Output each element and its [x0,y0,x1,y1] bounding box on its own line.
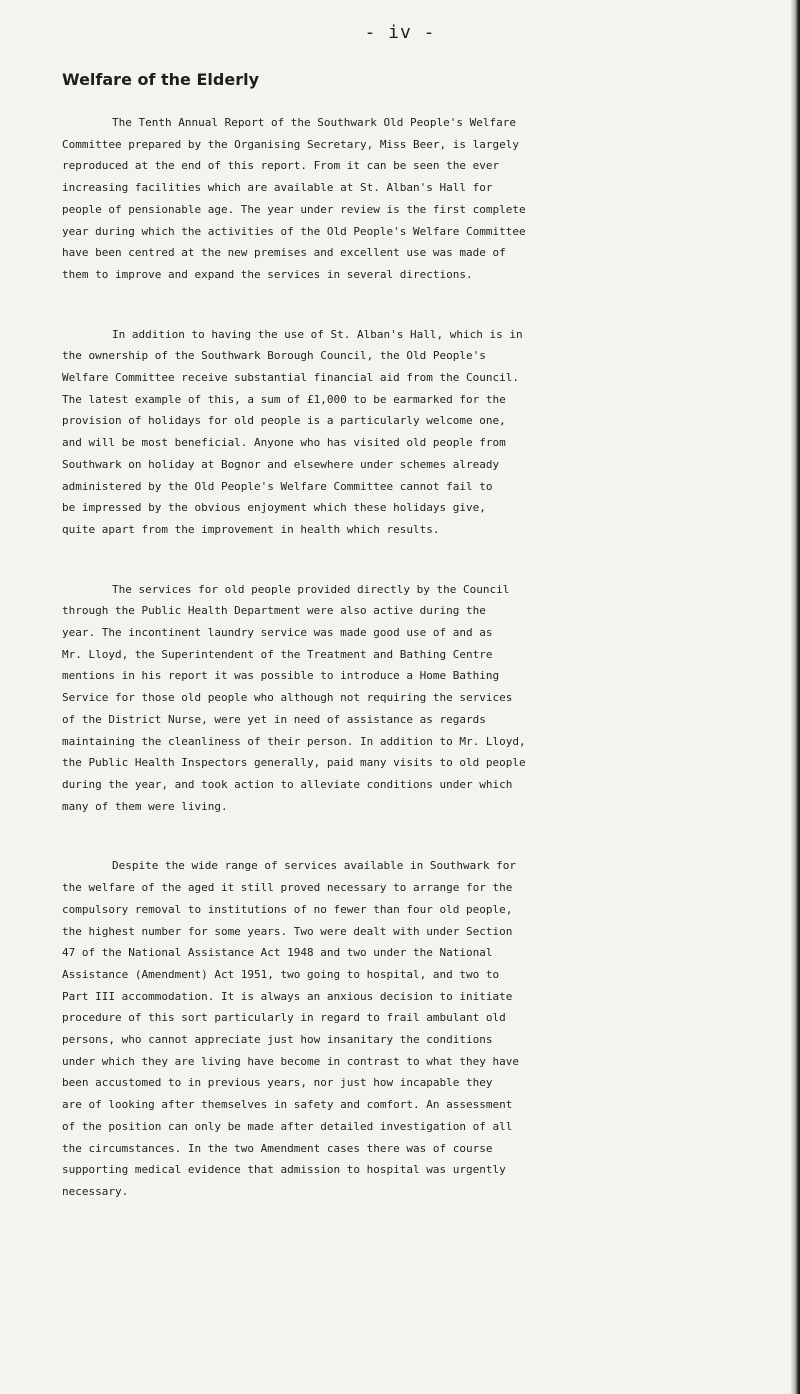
text-line: under which they are living have become in contrast to what they have [62,1054,519,1068]
section-heading: Welfare of the Elderly [62,70,259,89]
text-line: the highest number for some years. Two were dealt with under Section [62,924,513,938]
text-line: are of looking after themselves in safety and comfort. An assessment [62,1098,513,1112]
text-line: administered by the Old People's Welfare Committee cannot fail to [62,479,493,493]
text-line: The services for old people provided directly by the Council [112,582,510,596]
text-line: Welfare Committee receive substantial financial aid from the Council. [62,371,519,385]
text-line: of the District Nurse, were yet in need of assistance as regards [62,712,486,726]
text-line: Mr. Lloyd, the Superintendent of the Treatment and Bathing Centre [62,647,493,661]
text-line: the circumstances. In the two Amendment cases there was of course [62,1141,493,1155]
text-line: provision of holidays for old people is a particularly welcome one, [62,414,506,428]
text-line: procedure of this sort particularly in regard to frail ambulant old [62,1011,506,1025]
page-number: - iv - [364,22,436,43]
text-line: In addition to having the use of St. Alban's Hall, which is in [112,327,523,341]
text-line: be impressed by the obvious enjoyment which these holidays give, [62,501,486,515]
text-line: supporting medical evidence that admission to hospital was urgently [62,1163,506,1177]
page-edge-shadow [791,0,800,1394]
text-line: during the year, and took action to alleviate conditions under which [62,777,513,791]
text-line: been accustomed to in previous years, nor just how incapable they [62,1076,493,1090]
text-line: year during which the activities of the Old People's Welfare Committee [62,224,526,238]
text-line: of the position can only be made after detailed investigation of all [62,1119,513,1133]
text-line: necessary. [62,1184,129,1198]
text-line: maintaining the cleanliness of their person. In addition to Mr. Lloyd, [62,734,526,748]
text-line: Committee prepared by the Organising Secretary, Miss Beer, is largely [62,137,519,151]
text-line: Service for those old people who although not requiring the services [62,691,513,705]
text-line: have been centred at the new premises and excellent use was made of [62,246,506,260]
text-line: the ownership of the Southwark Borough Council, the Old People's [62,349,486,363]
text-line: The latest example of this, a sum of £1,000 to be earmarked for the [62,392,506,406]
text-line: through the Public Health Department were also active during the [62,604,486,618]
paragraph-3 [62,579,792,818]
body-text [62,112,792,1241]
text-line: The Tenth Annual Report of the Southwark Old People's Welfare [112,116,516,129]
paragraph-2 [62,324,792,541]
paragraph-4 [62,855,792,1202]
text-line: Despite the wide range of services available in Southwark for [112,859,516,873]
text-line: Southwark on holiday at Bognor and elsewhere under schemes already [62,457,500,471]
text-line: the welfare of the aged it still proved necessary to arrange for the [62,881,513,895]
text-line: increasing facilities which are available at St. Alban's Hall for [62,181,493,195]
text-line: them to improve and expand the services in several directions. [62,267,473,281]
text-line: people of pensionable age. The year under review is the first complete [62,202,526,216]
text-line: persons, who cannot appreciate just how insanitary the conditions [62,1033,493,1047]
text-line: many of them were living. [62,799,228,813]
text-line: Assistance (Amendment) Act 1951, two going to hospital, and two to [62,967,500,981]
text-line: mentions in his report it was possible to introduce a Home Bathing [62,669,500,683]
text-line: compulsory removal to institutions of no fewer than four old people, [62,902,513,916]
text-line: quite apart from the improvement in health which results. [62,522,440,536]
text-line: the Public Health Inspectors generally, paid many visits to old people [62,756,526,770]
text-line: and will be most beneficial. Anyone who has visited old people from [62,436,506,450]
text-line: year. The incontinent laundry service was made good use of and as [62,626,493,640]
text-line: Part III accommodation. It is always an anxious decision to initiate [62,989,513,1003]
text-line: reproduced at the end of this report. From it can be seen the ever [62,159,500,173]
text-line: 47 of the National Assistance Act 1948 and two under the National [62,946,493,960]
paragraph-1 [62,112,792,286]
